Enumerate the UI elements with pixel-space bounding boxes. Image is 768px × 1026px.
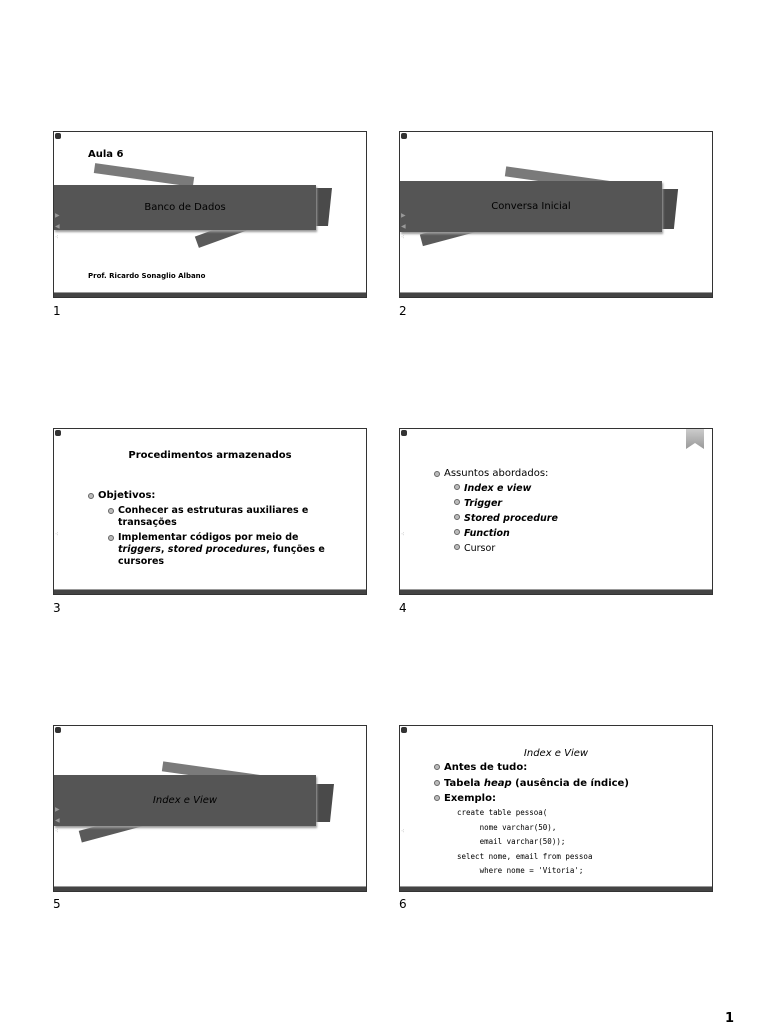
content-list xyxy=(434,760,684,807)
nav-marks: ⁖ xyxy=(401,828,405,835)
ribbon-text: Index e View xyxy=(152,795,218,806)
code-line: create table pessoa( xyxy=(457,808,548,817)
slide-number: 1 xyxy=(53,304,61,318)
slide-4 xyxy=(399,428,713,595)
title-ribbon xyxy=(400,181,662,232)
objectives-list xyxy=(88,489,333,568)
slide-1 xyxy=(53,131,367,298)
code-line: select nome, email from pessoa xyxy=(457,851,593,861)
list-item: Assuntos abordados: Index e view Trigger Stored procedure Function Cursor xyxy=(434,467,674,556)
list-item: Exemplo: xyxy=(434,791,684,807)
slide-number: 4 xyxy=(399,601,407,615)
slide-number: 3 xyxy=(53,601,61,615)
title-ribbon xyxy=(54,775,316,826)
page-number: 1 xyxy=(724,1011,734,1026)
slide-number: 2 xyxy=(399,304,407,318)
slide-number: 5 xyxy=(53,897,61,911)
slide-title: Aula 6 xyxy=(88,149,124,160)
slide-corner-dot xyxy=(401,133,407,139)
slide-corner-dot xyxy=(55,727,61,733)
list-item: Objetivos: Conhecer as estruturas auxiliares e transações Implementar códigos por meio de triggers, stored procedures, funções e cursores xyxy=(88,489,333,568)
slide-2 xyxy=(399,131,713,298)
list-item: Tabela heap (ausência de índice) xyxy=(434,776,684,792)
slide-number: 6 xyxy=(399,897,407,911)
slide-corner-dot xyxy=(401,727,407,733)
slide-corner-dot xyxy=(55,133,61,139)
nav-marks: ⁖ xyxy=(401,531,405,538)
slide-heading: Index e View xyxy=(523,748,589,759)
code-line: where nome = 'Vitoria'; xyxy=(457,866,584,875)
code-block xyxy=(457,806,592,879)
list-item: Cursor xyxy=(454,541,674,556)
ribbon-text: Conversa Inicial xyxy=(491,201,571,212)
topics-list xyxy=(434,467,674,556)
slide-6 xyxy=(399,725,713,892)
list-item: Conhecer as estruturas auxiliares e transações xyxy=(108,505,333,529)
list-item: Index e view xyxy=(454,481,674,496)
list-item: Trigger xyxy=(454,496,674,511)
title-ribbon xyxy=(54,185,316,230)
slide-heading: Procedimentos armazenados xyxy=(128,450,292,461)
list-item: Antes de tudo: xyxy=(434,760,684,776)
list-item: Stored procedure xyxy=(454,511,674,526)
code-line: nome varchar(50), xyxy=(457,822,557,832)
bookmark-icon xyxy=(686,429,704,449)
nav-marks: ▶ ◀ ⁖ xyxy=(55,212,60,241)
list-item: Implementar códigos por meio de triggers, stored procedures, funções e cursores xyxy=(108,532,333,568)
nav-marks: ⁖ xyxy=(55,531,59,538)
slide-3 xyxy=(53,428,367,595)
nav-marks: ▶ ◀ ⁖ xyxy=(55,806,60,835)
ribbon-text: Banco de Dados xyxy=(144,202,226,213)
list-item: Function xyxy=(454,526,674,541)
ribbon-shadow xyxy=(94,163,194,187)
slide-corner-dot xyxy=(55,430,61,436)
slide-corner-dot xyxy=(401,430,407,436)
code-line: email varchar(50)); xyxy=(457,837,566,846)
slide-5 xyxy=(53,725,367,892)
slide-author: Prof. Ricardo Sonaglio Albano xyxy=(88,272,206,280)
nav-marks: ▶ ◀ ⁖ xyxy=(401,212,406,241)
